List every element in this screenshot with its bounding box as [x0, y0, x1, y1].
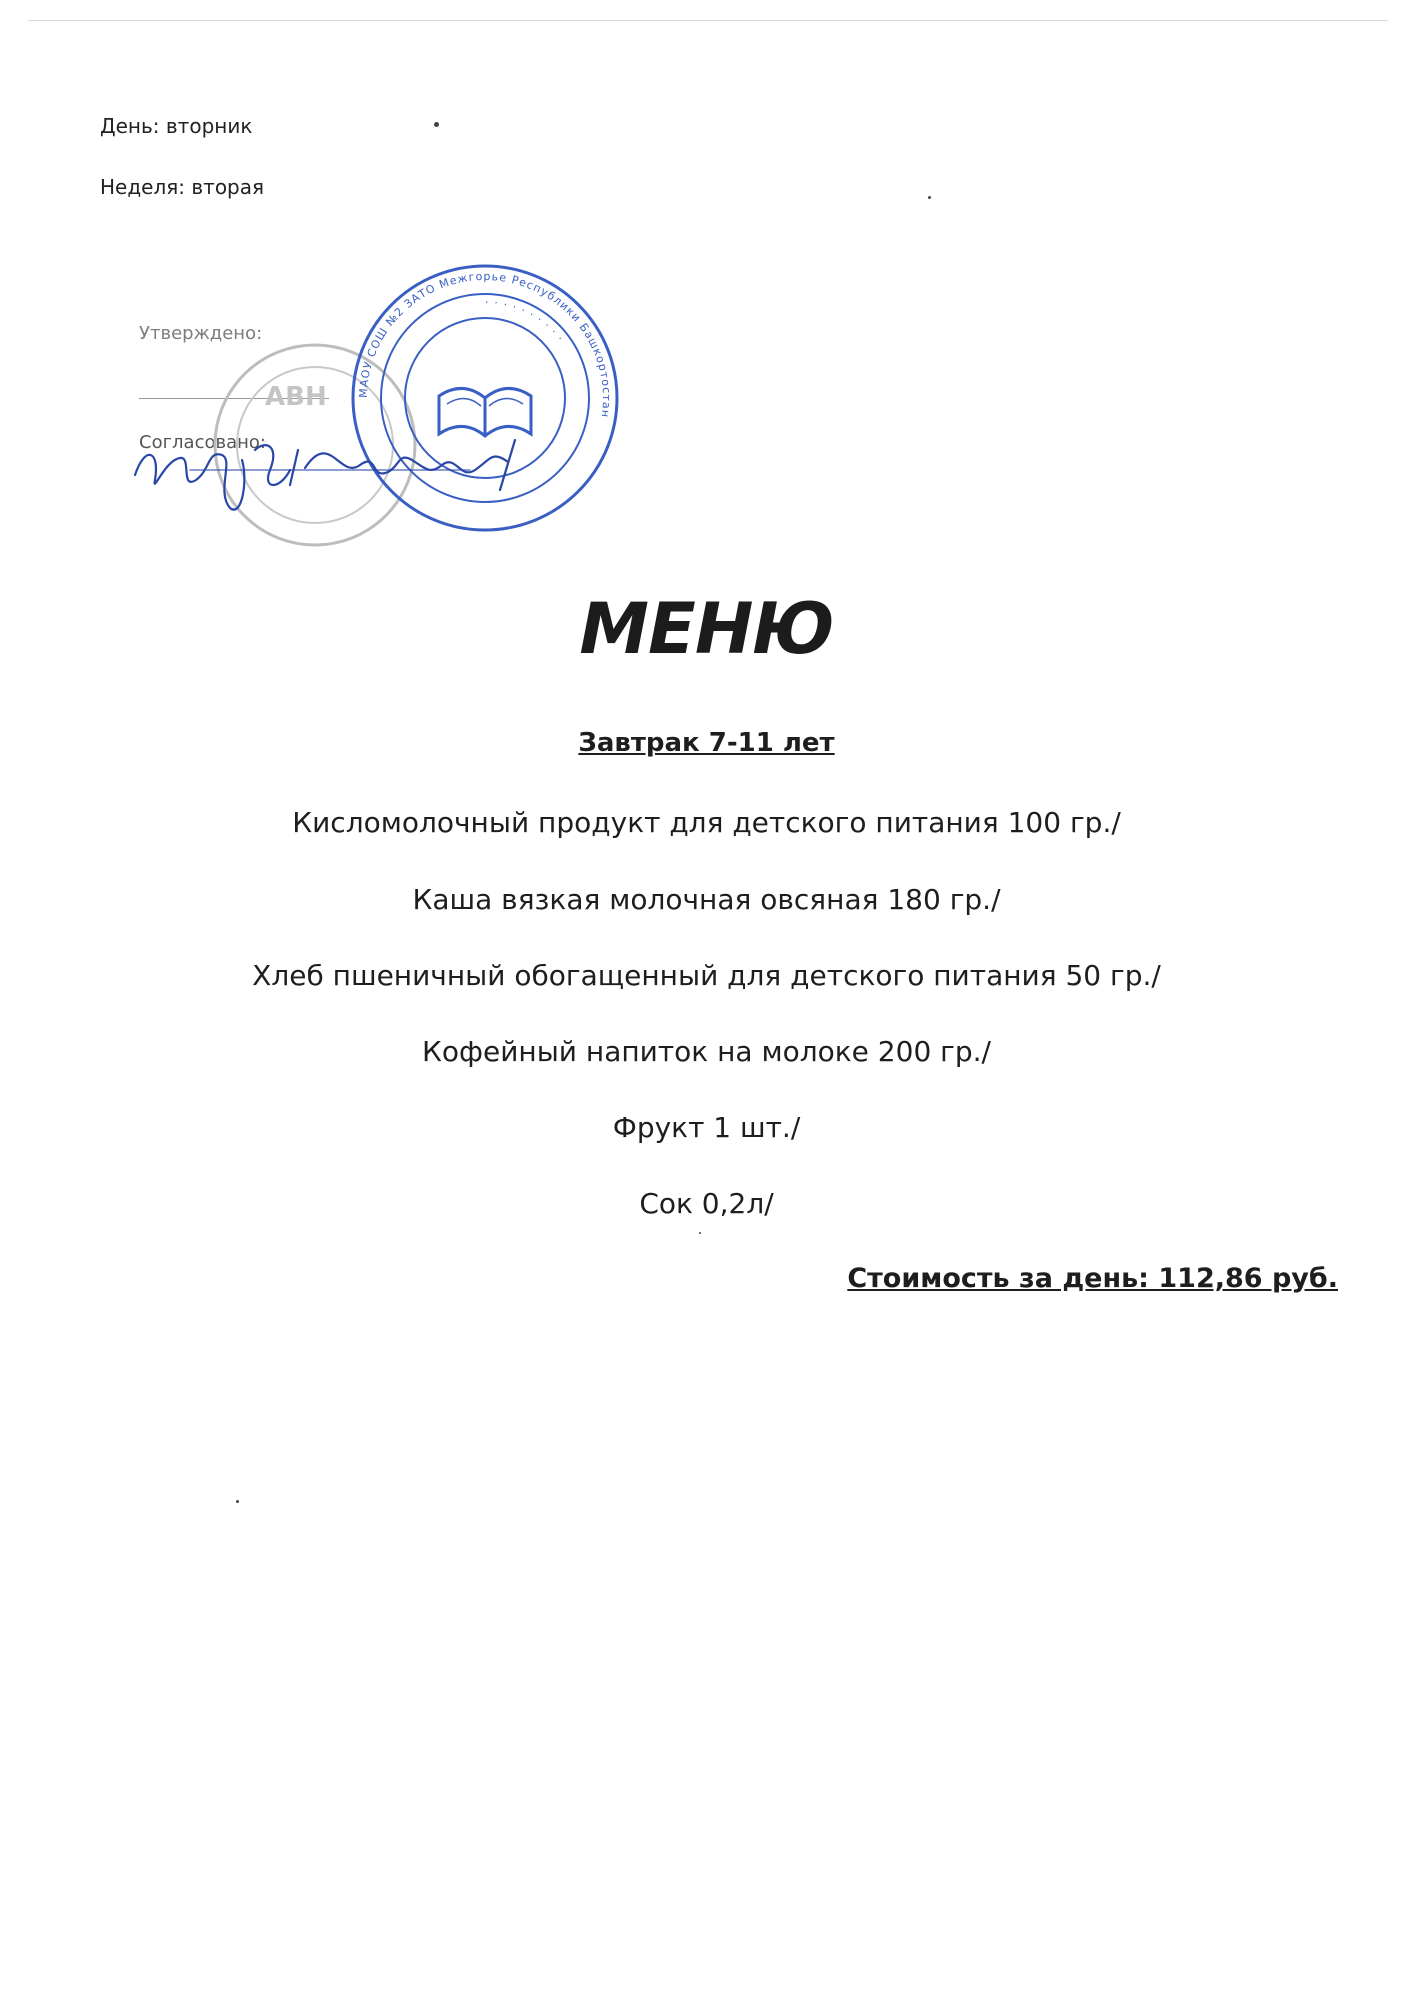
- daily-cost: Стоимость за день: 112,86 руб.: [847, 1263, 1338, 1294]
- svg-text:АВН: АВН: [265, 382, 327, 412]
- menu-item: Сок 0,2л/: [639, 1187, 774, 1220]
- svg-text:· · · · · · · ·: · · · · · · · · · ·: [484, 295, 567, 345]
- day-label: День: вторник: [100, 114, 253, 138]
- meal-title: Завтрак 7-11 лет: [578, 728, 835, 758]
- menu-item: Каша вязкая молочная овсяная 180 гр./: [412, 883, 1001, 916]
- scan-speck: [699, 1232, 701, 1234]
- menu-item: Кисломолочный продукт для детского питания 100 гр./: [292, 806, 1121, 839]
- handwritten-signature-icon: [130, 420, 550, 520]
- page-title: МЕНЮ: [579, 588, 834, 670]
- scan-speck: [928, 196, 931, 199]
- menu-item: Кофейный напиток на молоке 200 гр./: [422, 1035, 991, 1068]
- scan-border-line: [28, 20, 1388, 21]
- scan-speck: [434, 122, 439, 127]
- week-label: Неделя: вторая: [100, 175, 265, 199]
- approved-label: Утверждено:: [139, 323, 263, 344]
- agreed-label: Согласовано:: [139, 432, 266, 453]
- menu-item: Фрукт 1 шт./: [612, 1111, 801, 1144]
- menu-item: Хлеб пшеничный обогащенный для детского питания 50 гр./: [252, 959, 1161, 992]
- scan-speck: [236, 1500, 239, 1503]
- stamp-text: МАОУ СОШ №2 ЗАТО Межгорье Республики Башкортостан: [356, 269, 614, 419]
